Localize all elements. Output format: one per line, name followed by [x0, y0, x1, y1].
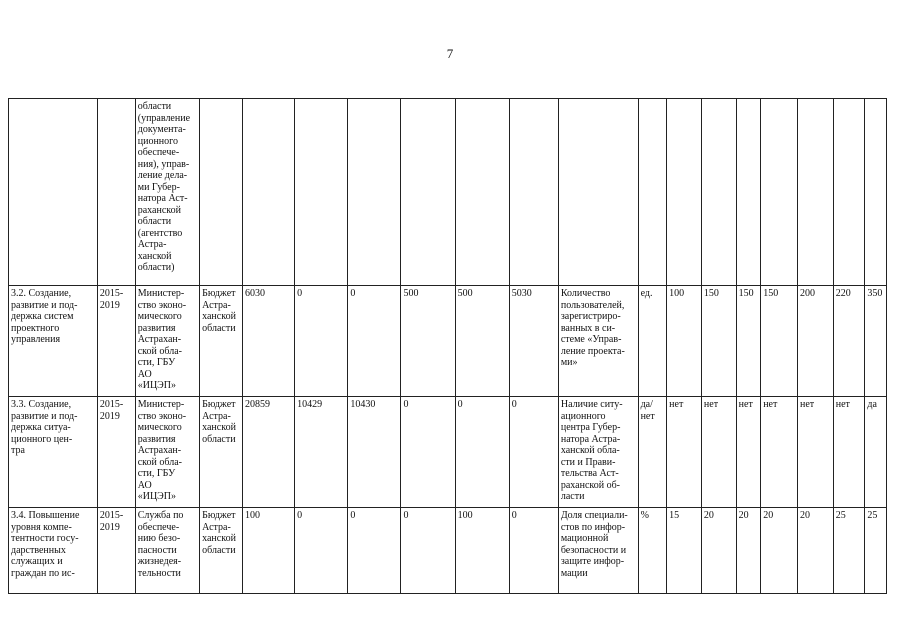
indicator-cell [558, 99, 638, 286]
unit-cell [638, 286, 667, 397]
finance-value-cell-text: 500 [457, 288, 473, 299]
finance-value-cell-text: 500 [403, 288, 419, 299]
indicator-cell-text: Доля специали- стов по инфор- мационной безопасности и защите инфор- мации [560, 510, 628, 579]
indicator-value-cell-text: нет [738, 399, 753, 410]
indicator-value-cell-text: 150 [763, 288, 779, 299]
executor-cell-text: Служба по обеспече- нию безо- пасности жизнедея- тельности [137, 510, 184, 579]
indicator-value-cell [797, 286, 833, 397]
finance-value-cell-text: 0 [511, 399, 517, 410]
finance-value-cell [401, 397, 455, 508]
executor-cell-text: Министер- ство эконо- мического развития Астрахан- ской обла- сти, ГБУ АО «ИЦЭП» [137, 288, 187, 391]
finance-value-cell-text: 0 [350, 510, 356, 521]
activity-cell [9, 99, 98, 286]
funding-source-cell-text: Бюджет Астра- ханской области [202, 288, 236, 334]
indicator-value-cell [833, 286, 865, 397]
activity-cell-text: 3.3. Создание, развитие и под- держка ситуа- ционного цен- тра [11, 399, 78, 456]
funding-source-cell [200, 397, 243, 508]
funding-source-cell-text: Бюджет Астра- ханской области [202, 399, 236, 445]
finance-value-cell [243, 397, 295, 508]
indicator-value-cell [667, 286, 702, 397]
indicator-value-cell [701, 99, 736, 286]
table-row [9, 99, 887, 286]
finance-value-cell [509, 99, 558, 286]
indicator-value-cell-text: 350 [867, 288, 883, 299]
indicator-value-cell [797, 99, 833, 286]
activity-cell-text: 3.4. Повышение уровня компе- тентности госу- дарственных служащих и граждан по ис- [11, 510, 80, 579]
indicator-cell [558, 508, 638, 594]
finance-value-cell [509, 508, 558, 594]
finance-value-cell [348, 286, 401, 397]
unit-cell [638, 508, 667, 594]
activity-cell-text: 3.2. Создание, развитие и под- держка систем проектного управления [11, 288, 78, 345]
indicator-value-cell [736, 286, 761, 397]
indicator-value-cell [667, 397, 702, 508]
finance-value-cell-text: 0 [297, 510, 303, 521]
indicator-value-cell-text: 200 [799, 288, 815, 299]
page-number: 7 [446, 46, 454, 61]
finance-value-cell [295, 99, 348, 286]
indicator-value-cell-text: 100 [669, 288, 685, 299]
indicator-value-cell [761, 508, 798, 594]
indicator-value-cell-text: нет [703, 399, 719, 410]
executor-cell [135, 99, 199, 286]
indicator-value-cell [833, 508, 865, 594]
indicator-value-cell [701, 508, 736, 594]
period-cell-text: 2015- 2019 [99, 288, 124, 311]
period-cell [97, 397, 135, 508]
table-row [9, 397, 887, 508]
finance-value-cell [455, 99, 509, 286]
activity-cell [9, 286, 98, 397]
indicator-value-cell [701, 286, 736, 397]
period-cell [97, 99, 135, 286]
finance-value-cell-text: 0 [457, 399, 463, 410]
finance-value-cell-text: 100 [457, 510, 473, 521]
finance-value-cell-text: 5030 [511, 288, 532, 299]
finance-value-cell [509, 286, 558, 397]
executor-cell [135, 397, 199, 508]
indicator-value-cell [833, 99, 865, 286]
executor-cell-text: Министер- ство эконо- мического развития Астрахан- ской обла- сти, ГБУ АО «ИЦЭП» [137, 399, 187, 502]
indicator-cell-text: Наличие ситу- ационного центра Губер- натора Астра- ханской обла- сти и Прави- тельства Аст- раханской об- ласти [560, 399, 623, 502]
indicator-value-cell-text: 150 [703, 288, 719, 299]
indicator-value-cell-text: 15 [669, 510, 680, 521]
indicator-value-cell-text: 150 [738, 288, 754, 299]
funding-source-cell [200, 99, 243, 286]
period-cell [97, 508, 135, 594]
finance-value-cell [455, 286, 509, 397]
indicator-value-cell [797, 508, 833, 594]
finance-value-cell [348, 508, 401, 594]
period-cell-text: 2015- 2019 [99, 510, 124, 533]
finance-value-cell [401, 286, 455, 397]
indicator-value-cell-text: нет [669, 399, 684, 410]
indicator-value-cell-text: нет [799, 399, 815, 410]
finance-value-cell-text: 0 [403, 399, 409, 410]
indicator-cell [558, 286, 638, 397]
indicator-value-cell [667, 508, 702, 594]
indicator-value-cell [761, 99, 798, 286]
indicator-cell [558, 397, 638, 508]
finance-value-cell [455, 397, 509, 508]
indicator-value-cell-text: 25 [867, 510, 878, 521]
funding-source-cell [200, 286, 243, 397]
finance-value-cell [243, 286, 295, 397]
finance-value-cell-text: 100 [245, 510, 261, 521]
indicator-value-cell [667, 99, 702, 286]
program-activities-table [8, 98, 887, 594]
finance-value-cell-text: 20859 [245, 399, 271, 410]
indicator-value-cell [761, 286, 798, 397]
finance-value-cell-text: 10430 [350, 399, 376, 410]
finance-value-cell-text: 6030 [245, 288, 266, 299]
finance-value-cell [295, 508, 348, 594]
indicator-value-cell [736, 99, 761, 286]
indicator-value-cell-text: нет [835, 399, 850, 410]
indicator-value-cell [736, 508, 761, 594]
indicator-value-cell [865, 508, 887, 594]
indicator-cell-text: Количество пользователей, зарегистриро- ванных в си- стеме «Управ- ление проекта- ми» [560, 288, 625, 368]
executor-cell-text: области (управление документа- ционного обеспече- ния), управ- ление дела- ми Губер- натора Аст- раханской области (агентство Астра- ханской области) [137, 101, 191, 273]
unit-cell [638, 99, 667, 286]
finance-value-cell [509, 397, 558, 508]
unit-cell-text: да/ нет [640, 399, 655, 422]
indicator-value-cell-text: да [867, 399, 877, 410]
activity-cell [9, 508, 98, 594]
finance-value-cell-text: 0 [297, 288, 303, 299]
finance-value-cell [348, 99, 401, 286]
finance-value-cell [243, 99, 295, 286]
unit-cell [638, 397, 667, 508]
indicator-value-cell [701, 397, 736, 508]
indicator-value-cell-text: 20 [738, 510, 749, 521]
finance-value-cell [401, 99, 455, 286]
funding-source-cell-text: Бюджет Астра- ханской области [202, 510, 236, 556]
indicator-value-cell [865, 286, 887, 397]
indicator-value-cell-text: нет [763, 399, 778, 410]
funding-source-cell [200, 508, 243, 594]
finance-value-cell [455, 508, 509, 594]
finance-value-cell-text: 10429 [297, 399, 323, 410]
finance-value-cell [348, 397, 401, 508]
period-cell [97, 286, 135, 397]
indicator-value-cell [865, 99, 887, 286]
finance-value-cell-text: 0 [511, 510, 517, 521]
finance-value-cell-text: 0 [350, 288, 356, 299]
indicator-value-cell-text: 220 [835, 288, 851, 299]
indicator-value-cell-text: 20 [799, 510, 810, 521]
unit-cell-text: ед. [640, 288, 653, 299]
indicator-value-cell-text: 20 [703, 510, 714, 521]
finance-value-cell [295, 286, 348, 397]
indicator-value-cell [865, 397, 887, 508]
table-row [9, 286, 887, 397]
indicator-value-cell [833, 397, 865, 508]
indicator-value-cell [736, 397, 761, 508]
unit-cell-text: % [640, 510, 649, 521]
executor-cell [135, 508, 199, 594]
indicator-value-cell [797, 397, 833, 508]
finance-value-cell [401, 508, 455, 594]
indicator-value-cell-text: 25 [835, 510, 846, 521]
finance-value-cell [243, 508, 295, 594]
finance-value-cell-text: 0 [403, 510, 409, 521]
table-row [9, 508, 887, 594]
executor-cell [135, 286, 199, 397]
period-cell-text: 2015- 2019 [99, 399, 124, 422]
indicator-value-cell-text: 20 [763, 510, 774, 521]
activity-cell [9, 397, 98, 508]
indicator-value-cell [761, 397, 798, 508]
finance-value-cell [295, 397, 348, 508]
